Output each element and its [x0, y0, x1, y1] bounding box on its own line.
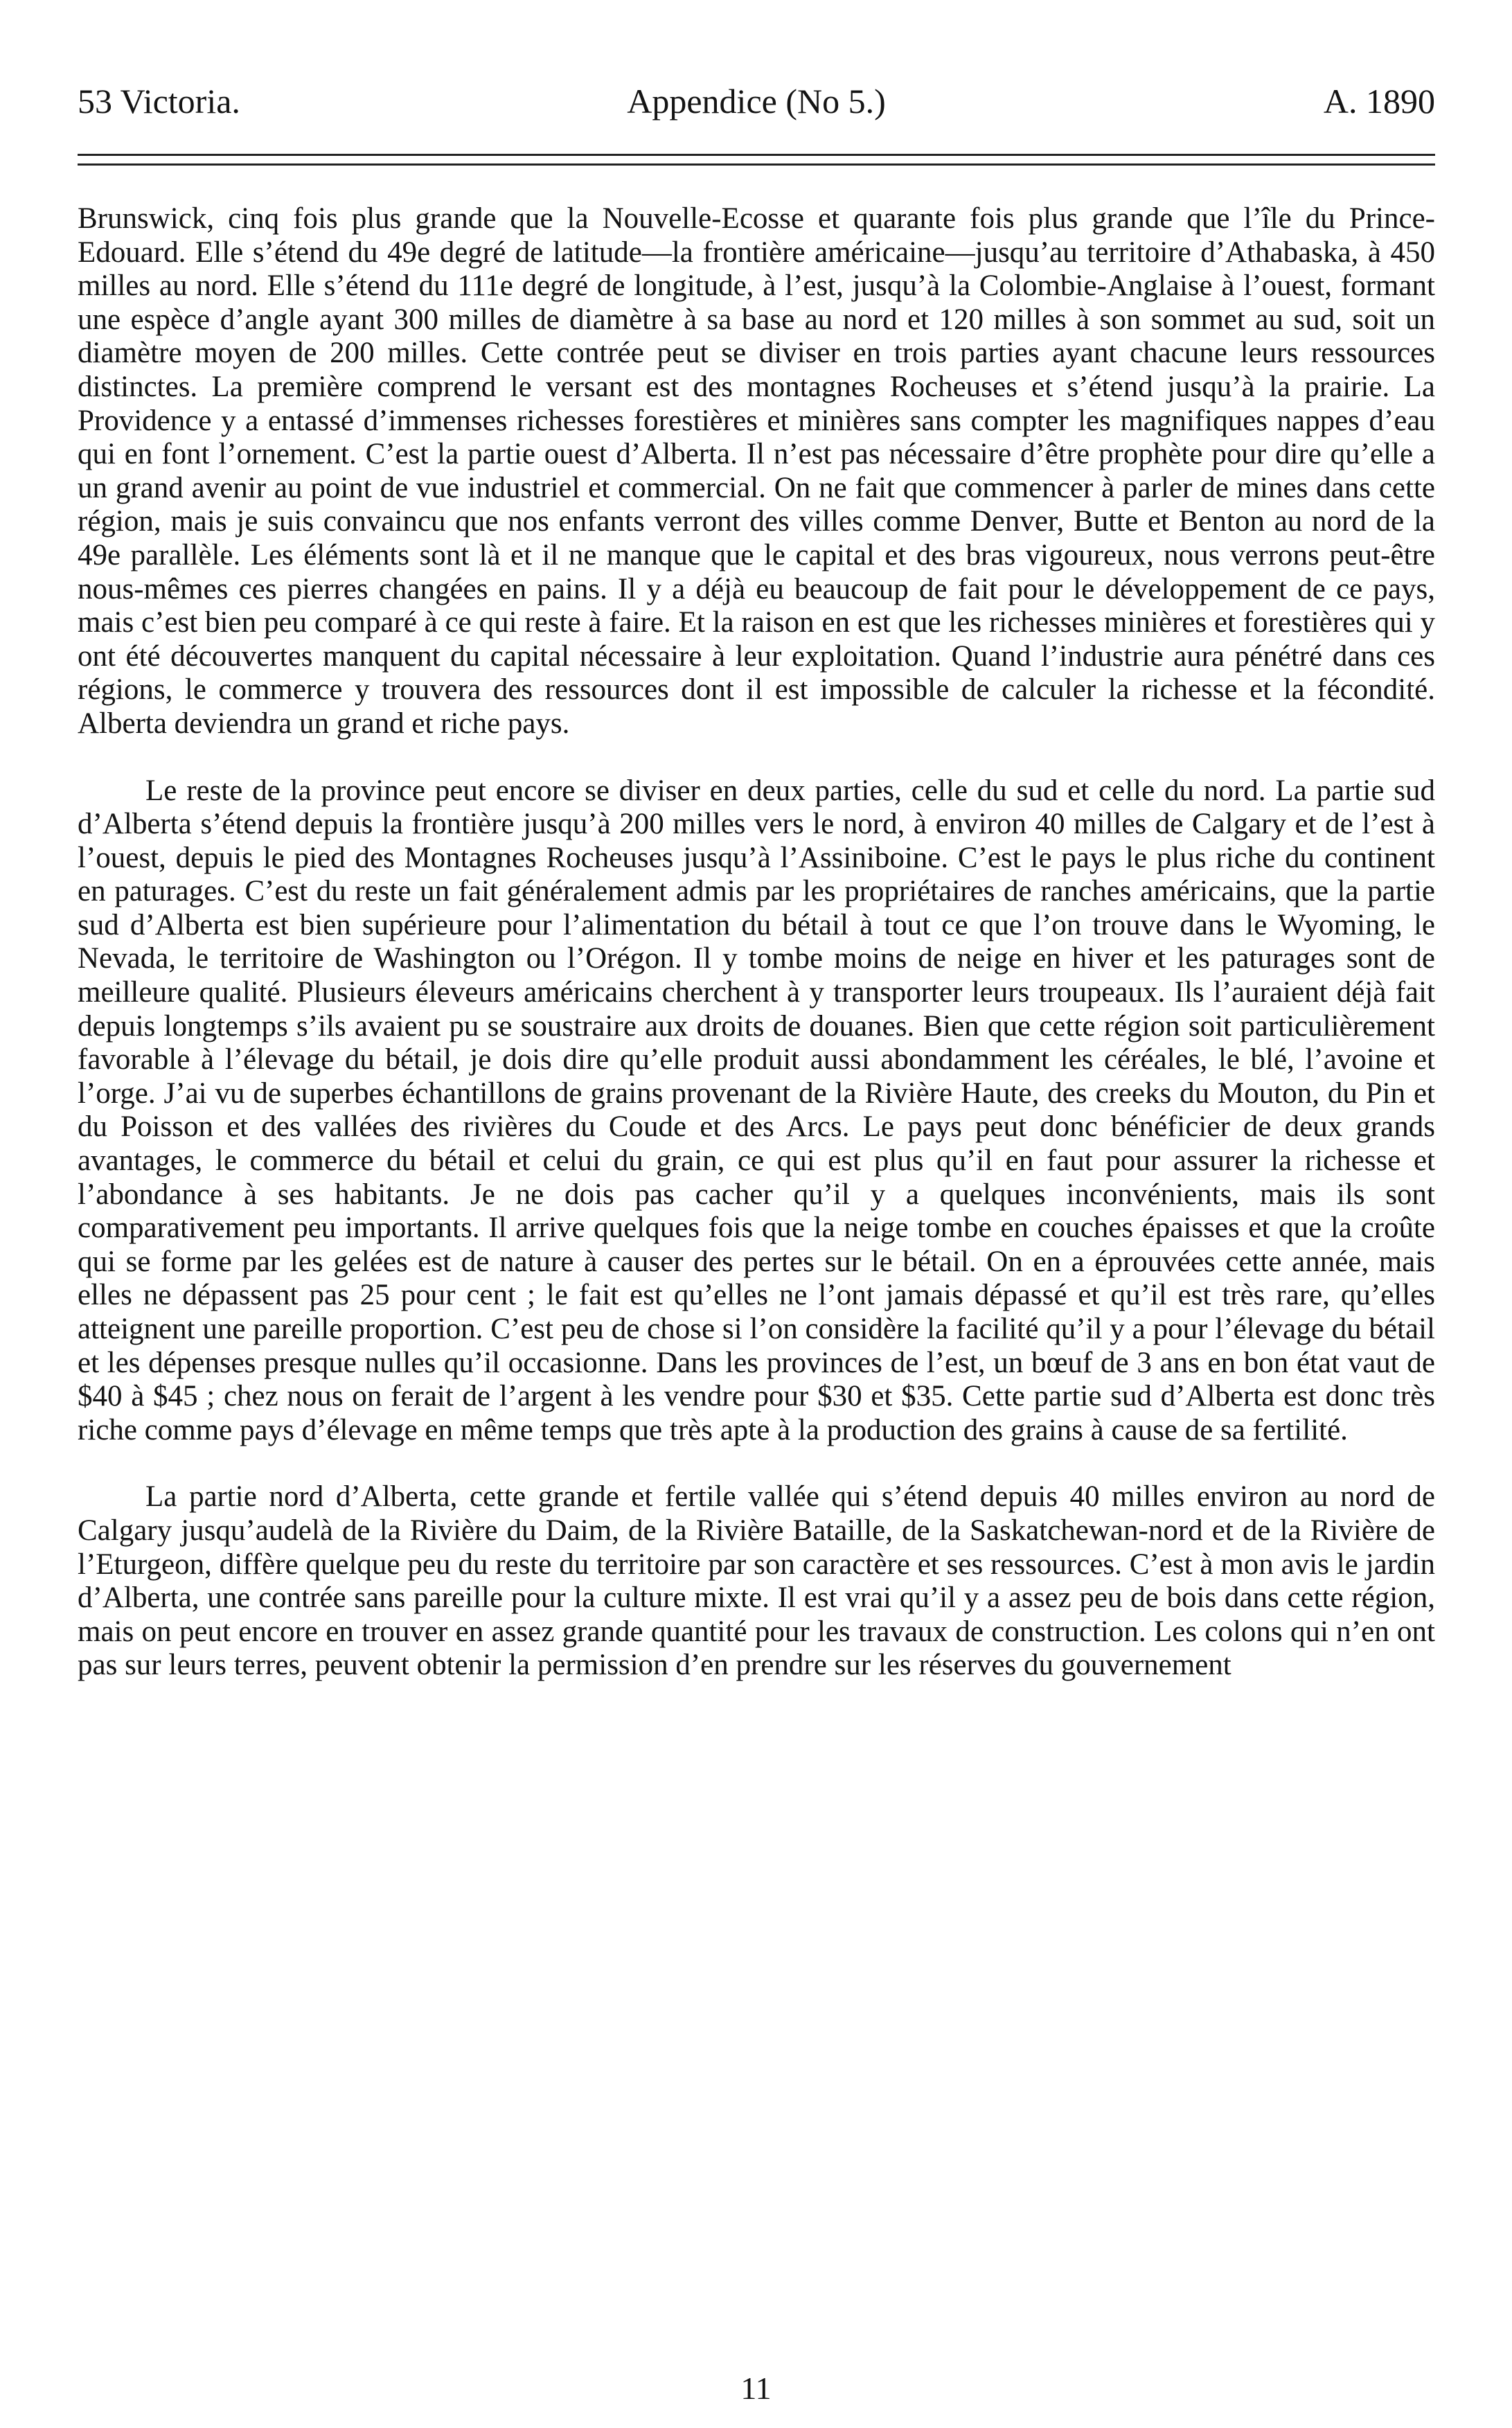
running-header [78, 75, 1435, 127]
header-year: A. 1890 [1323, 82, 1435, 121]
paragraph-3: La partie nord d’Alberta, cette grande et fertile vallée qui s’étend depuis 40 milles environ au nord de Calgary jusqu’audelà de la Rivière du Daim, de la Rivière Bataille, de la Saskatchewan-nord et de la Rivière de l’Eturgeon, diffère quelque peu du reste du territoire par son caractère et ses ressources. C’est à mon avis le jardin d’Alberta, une contrée sans pareille pour la culture mixte. Il est vrai qu’il y a assez peu de bois dans cette région, mais on peut encore en trouver en assez grande quantité pour les travaux de construction. Les colons qui n’en ont pas sur leurs terres, peuvent obtenir la permission d’en prendre sur les réserves du gouvernement [78, 1480, 1435, 1682]
header-rule-bottom [78, 163, 1435, 166]
paragraph-1: Brunswick, cinq fois plus grande que la Nouvelle-Ecosse et quarante fois plus grande que l’île du Prince-Edouard. Elle s’étend du 49e degré de latitude—la frontière américaine—jusqu’au territoire d’Athabaska, à 450 milles au nord. Elle s’étend du 111e degré de longitude, à l’est, jusqu’à la Colombie-Anglaise à l’ouest, formant une espèce d’angle ayant 300 milles de diamètre à sa base au nord et 120 milles à son sommet au sud, soit un diamètre moyen de 200 milles. Cette contrée peut se diviser en trois parties ayant chacune leurs ressources distinctes. La première comprend le versant est des montagnes Rocheuses et s’étend jusqu’à la prairie. La Providence y a entassé d’immenses richesses forestières et minières sans compter les magnifiques nappes d’eau qui en font l’ornement. C’est la partie ouest d’Alberta. Il n’est pas nécessaire d’être prophète pour dire qu’elle a un grand avenir au point de vue industriel et commercial. On ne fait que commencer à parler de mines dans cette région, mais je suis convaincu que nos enfants verront des villes comme Denver, Butte et Benton au nord de la 49e parallèle. Les éléments sont là et il ne manque que le capital et des bras vigoureux, nous verrons peut-être nous-mêmes ces pierres changées en pains. Il y a déjà eu beaucoup de fait pour le développement de ce pays, mais c’est bien peu comparé à ce qui reste à faire. Et la raison en est que les richesses minières et forestières qui y ont été découvertes manquent du capital nécessaire à leur exploitation. Quand l’industrie aura pénétré dans ces régions, le commerce y trouvera des ressources dont il est impossible de calculer la richesse et la fécondité. Alberta deviendra un grand et riche pays. [78, 202, 1435, 740]
paragraph-2: Le reste de la province peut encore se diviser en deux parties, celle du sud et celle du nord. La partie sud d’Alberta s’étend depuis la frontière jusqu’à 200 milles vers le nord, à environ 40 milles de Calgary et de l’est à l’ouest, depuis le pied des Montagnes Rocheuses jusqu’à l’Assiniboine. C’est le pays le plus riche du continent en paturages. C’est du reste un fait généralement admis par les propriétaires de ranches américains, que la partie sud d’Alberta est bien supérieure pour l’alimentation du bétail à tout ce que l’on trouve dans le Wyoming, le Nevada, le territoire de Washington ou l’Orégon. Il y tombe moins de neige en hiver et les paturages sont de meilleure qualité. Plusieurs éleveurs américains cherchent à y transporter leurs troupeaux. Ils l’auraient déjà fait depuis longtemps s’ils avaient pu se soustraire aux droits de douanes. Bien que cette région soit particulièrement favorable à l’élevage du bétail, je dois dire qu’elle produit aussi abondamment les céréales, le blé, l’avoine et l’orge. J’ai vu de superbes échantillons de grains provenant de la Rivière Haute, des creeks du Mouton, du Pin et du Poisson et des vallées des rivières du Coude et des Arcs. Le pays peut donc bénéficier de deux grands avantages, le commerce du bétail et celui du grain, ce qui est plus qu’il en faut pour assurer la richesse et l’abondance à ses habitants. Je ne dois pas cacher qu’il y a quelques inconvénients, mais ils sont comparativement peu importants. Il arrive quelques fois que la neige tombe en couches épaisses et que la croûte qui se forme par les gelées est de nature à causer des pertes sur le bétail. On en a éprouvées cette année, mais elles ne dépassent pas 25 pour cent ; le fait est qu’elles ne l’ont jamais dépassé et qu’il est très rare, qu’elles atteignent une pareille proportion. C’est peu de chose si l’on considère la facilité qu’il y a pour l’élevage du bétail et les dépenses presque nulles qu’il occasionne. Dans les provinces de l’est, un bœuf de 3 ans en bon état vaut de $40 à $45 ; chez nous on ferait de l’argent à les vendre pour $30 et $35. Cette partie sud d’Alberta est donc très riche comme pays d’élevage en même temps que très apte à la production des grains à cause de sa fertilité. [78, 774, 1435, 1446]
header-session: 53 Victoria. [78, 82, 240, 121]
page-number: 11 [740, 2371, 772, 2406]
body-text [78, 202, 1435, 1683]
header-appendix: Appendice (No 5.) [627, 82, 886, 121]
header-rule-top [78, 154, 1435, 156]
